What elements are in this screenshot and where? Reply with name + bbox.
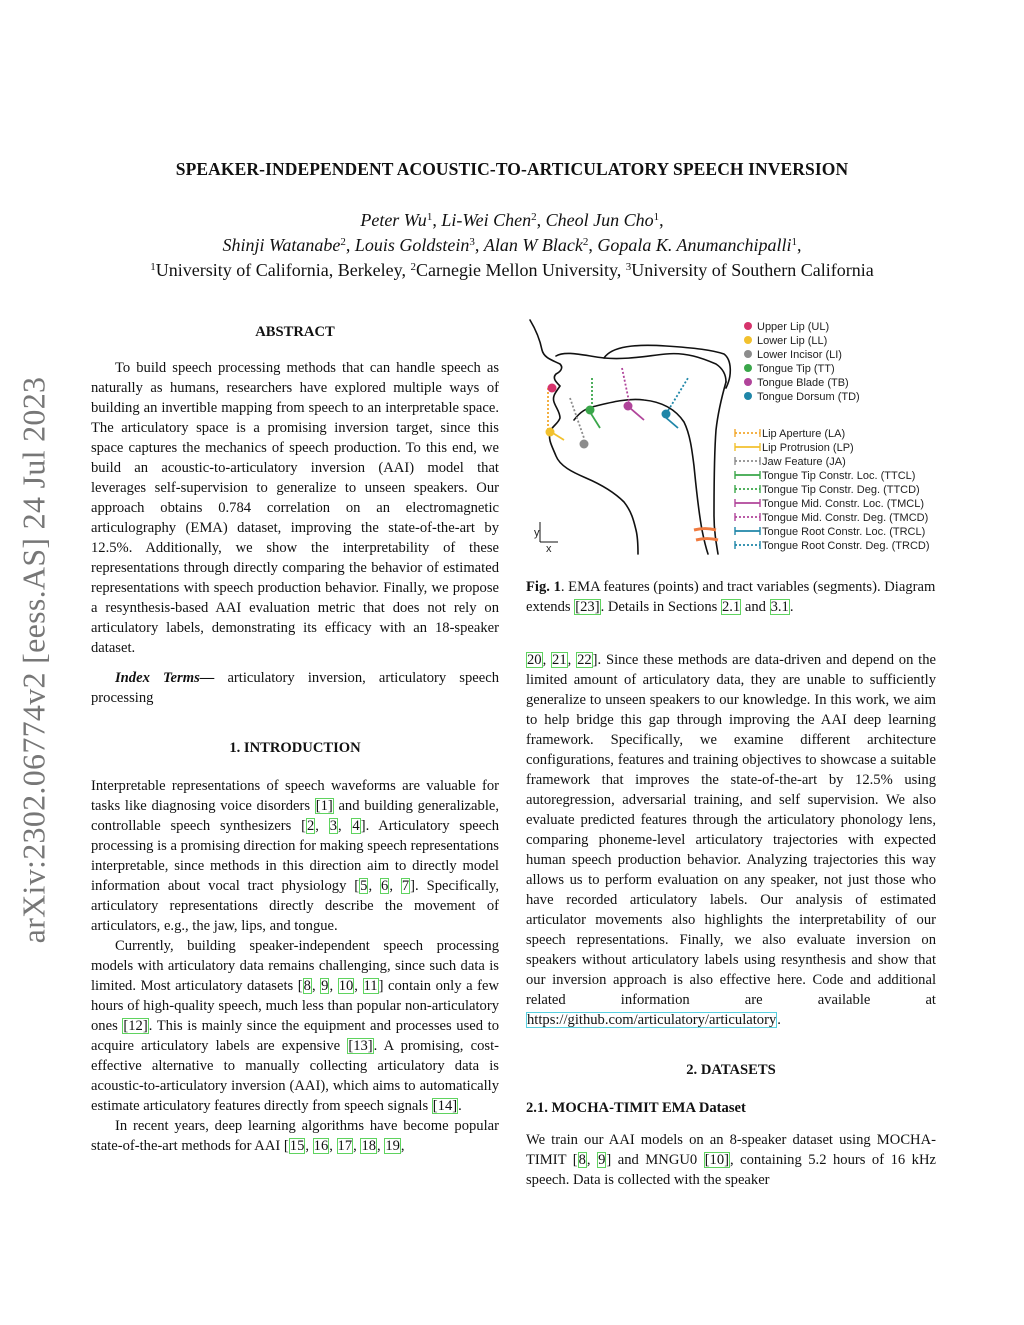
affiliation: University of California, Berkeley, (155, 260, 411, 280)
citation-link[interactable]: [10] (704, 1152, 730, 1168)
author-block (0, 208, 1024, 283)
axis-indicator (540, 522, 558, 542)
author-name: Peter Wu (360, 210, 427, 230)
citation-link[interactable]: 3 (329, 818, 337, 834)
figure-caption (526, 577, 936, 617)
intro-paragraph-2: Currently, building speaker-independent speech processing models with articulatory data remains challenging, since such data is limited. Most articulatory datasets [8, 9, 10, 11] contain only a few hours of high-quality speech, much less than popular non-articulatory ones [12]. This is mainly since the equipment and processes used to acquire articulatory labels are expensive [13]. A promising, cost-effective alternative to manually collecting articulatory data is acoustic-to-articulatory inversion (AAI), which aims to automatically estimate articulatory features directly from speech signals [14]. (91, 938, 500, 1114)
legend-point-marker (744, 336, 752, 344)
citation-link[interactable]: 5 (360, 878, 368, 894)
tongue-outline (574, 399, 708, 554)
td-point (662, 410, 671, 419)
legend-segment-label: Tongue Mid. Constr. Loc. (TMCL) (762, 498, 925, 510)
legend-segment-label: Tongue Root Constr. Deg. (TRCD) (762, 540, 930, 552)
text-run: , (400, 1138, 405, 1154)
citation-link[interactable]: [13] (348, 1038, 373, 1054)
text-run: and building generalizable, controllable speech synthesizers [ (91, 798, 499, 834)
legend-point-label: Lower Lip (LL) (757, 335, 828, 347)
x-axis-label: x (546, 543, 552, 555)
citation-link[interactable]: 22 (577, 652, 592, 668)
ttcl-segment (590, 412, 600, 428)
legend-segment-label: Lip Aperture (LA) (762, 428, 846, 440)
affil-sup: 2 (410, 261, 416, 273)
citation-link[interactable]: 20 (527, 652, 542, 668)
affil-sup: 2 (582, 236, 589, 248)
legend-segment-label: Tongue Root Constr. Loc. (TRCL) (762, 526, 926, 538)
ema-points (546, 384, 671, 449)
affiliations (0, 258, 1024, 283)
index-terms-text: articulatory inversion, articulatory speech processing (91, 670, 499, 706)
legend-point-label: Tongue Dorsum (TD) (757, 391, 860, 403)
text-run: Interpretable representations of speech waveforms are valuable for tasks like diagnosing voice disorders (91, 778, 499, 814)
abstract-text: To build speech processing methods that can handle speech as naturally as humans, researchers have explored multiple ways of building an invertible mapping from speech to an interpretable space. The articulatory space is a promising inversion target, since this space captures the mechanics of speech production. To this end, we build an acoustic-to-articulatory inversion (AAI) model that leverages self-supervision to generalize to unseen speakers. Our approach obtains 0.784 correlation on an electromagnetic articulography (EMA) dataset, improving the state-of-the-art by 12.5%. Additionally, we show the interpretability of these representations through directly comparing the behavior of estimated representations with speech production behavior. Finally, we propose a resynthesis-based AAI evaluation metric that does not rely on articulatory labels, demonstrating its efficacy with an 18-speaker dataset. (91, 360, 499, 656)
ja-segment (570, 398, 584, 438)
legend-point-label: Lower Incisor (LI) (757, 349, 842, 361)
abstract-heading: ABSTRACT (255, 324, 335, 340)
intro-paragraph-1: Interpretable representations of speech waveforms are valuable for tasks like diagnosing voice disorders [1] and building generalizable, controllable speech synthesizers [2, 3, 4]. Articulatory speech processing is a promising direction for making speech representations interpretable, since methods in this direction aim to directly model information about vocal tract physiology [5, 6, 7]. Specifically, articulatory representations directly describe the movement of articulators, e.g., the jaw, lips, and tongue. (91, 778, 500, 934)
author-name: Louis Goldstein (354, 235, 470, 255)
text-run: ] contain only a few hours of high-quality speech, much less than popular non-articulatory ones (91, 978, 500, 1034)
legend-points (744, 321, 860, 403)
tb-point (624, 402, 633, 411)
citation-link[interactable]: [1] (315, 798, 333, 814)
citation-link[interactable]: 7 (401, 878, 410, 894)
author-name: Li-Wei Chen (441, 210, 532, 230)
left-column (91, 322, 499, 1156)
legend-segment-label: Tongue Tip Constr. Deg. (TTCD) (762, 484, 920, 496)
text-run: . (789, 599, 794, 615)
affiliation: Carnegie Mellon University, (416, 260, 626, 280)
text-run: ]. Since these methods are data-driven and depend on the limited amount of articulatory data, they are unable to sufficiently generalize to unseen speakers to our knowledge. In this work, we aim to help bridge this gap through improving the AAI deep learning framework. Specifically, we examine different architecture configurations, features and training objectives to showcase a suitable framework that improves the state-of-the-art by 12.5% using autoregression, adversarial training, and self supervision. We also evaluate predicted features through the articulatory phonology lens, comparing phoneme-level articulatory trajectories with expected human speech production behavior. Analyzing trajectories this way allows us to perform evaluation on any speaker, not just those who have recorded articulatory labels. Our analysis of estimated articulator movements also highlights the interpretability of our speech representations. Finally, we also evaluate inversion on speakers without articulatory labels using resynthesis and show that our inversion approach is also effective here. Code and additional related information are available at (526, 652, 937, 1008)
citation-link[interactable]: 17 (337, 1138, 353, 1154)
arxiv-identifier: arXiv:2302.06774v2 [eess.AS] 24 Jul 2023 (15, 376, 52, 944)
caption-label: Fig. 1 (526, 579, 561, 595)
text-run: . EMA features (points) and tract variables (segments). Diagram extends (526, 579, 936, 615)
affil-sup: 3 (625, 261, 632, 273)
citation-link[interactable]: 9 (598, 1152, 606, 1168)
affil-sup: 3 (469, 236, 475, 248)
citation-link[interactable]: [23] (575, 599, 600, 615)
legend-point-label: Tongue Tip (TT) (757, 363, 835, 375)
citation-link[interactable]: 2 (306, 818, 315, 834)
index-terms (91, 668, 499, 708)
text-run: , containing 5.2 hours of 16 kHz speech. Data is collected with the speaker (526, 1152, 936, 1188)
affiliation: University of Southern California (631, 260, 874, 280)
affil-sup: 2 (340, 236, 346, 248)
citation-link[interactable]: [14] (432, 1098, 458, 1114)
section-link[interactable]: 2.1 (721, 599, 741, 615)
author-line-1: Peter Wu$^1$, Li-Wei Chen$^2$, Cheol Jun Cho$^1$, (360, 210, 664, 230)
citation-link[interactable]: 6 (381, 878, 389, 894)
author-name: Alan W Black (483, 235, 583, 255)
figure-1-diagram (526, 316, 940, 556)
legend-segment-label: Tongue Mid. Constr. Deg. (TMCD) (762, 512, 929, 524)
text-run: ] and MNGU0 (606, 1152, 704, 1168)
citation-link[interactable]: 19 (385, 1138, 400, 1154)
legend-point-label: Upper Lip (UL) (757, 321, 830, 333)
right-paragraph-2: We train our AAI models on an 8-speaker dataset using MOCHA-TIMIT [8, 9] and MNGU0 [10], containing 5.2 hours of 16 kHz speech. Data is collected with the speaker (526, 1132, 936, 1188)
citation-link[interactable]: 15 (289, 1138, 305, 1154)
citation-link[interactable]: [12] (123, 1018, 148, 1034)
text-run: . (458, 1098, 462, 1114)
text-run: . Details in Sections (600, 599, 721, 615)
citation-link[interactable]: 16 (313, 1138, 329, 1154)
citation-link[interactable]: 10 (338, 978, 354, 994)
github-link[interactable]: https://github.com/articulatory/articulatory (527, 1012, 777, 1028)
citation-link[interactable]: 21 (552, 652, 567, 668)
affil-sup: 1 (791, 236, 797, 248)
legend-point-marker (744, 378, 752, 386)
nasal-outline (604, 345, 730, 388)
text-run: ]. Specifically, articulatory representations directly describe the movement of articulators, e.g., the jaw, lips, and tongue. (91, 878, 499, 934)
legend-segment-label: Jaw Feature (JA) (762, 456, 846, 468)
ll-point (546, 428, 555, 437)
text-run: In recent years, deep learning algorithms have become popular state-of-the-art methods for AAI [ (91, 1118, 499, 1154)
right-paragraph-1: 20, 21, 22]. Since these methods are data-driven and depend on the limited amount of articulatory data, they are unable to sufficiently generalize to unseen speakers to our knowledge. In this work, we aim to help bridge this gap through improving the AAI deep learning framework. Specifically, we examine different architecture configurations, features and training objectives to showcase a suitable framework that improves the state-of-the-art by 12.5% using autoregression, adversarial training, and self supervision. We also evaluate predicted features through the articulatory phonology lens, comparing phoneme-level articulatory trajectories with expected human speech production behavior. Analyzing trajectories this way allows us to perform evaluation on any speaker, not just those who have recorded articulatory labels. Our analysis of estimated articulator movements also highlights the interpretability of our speech representations. Finally, we also evaluate inversion on speakers without articulatory labels using resynthesis and show that our inversion approach is also effective here. Code and additional related information are available at https://github.com/articulatory/articulatory. (526, 652, 937, 1028)
author-name: Cheol Jun Cho (545, 210, 654, 230)
legend-segment-label: Tongue Tip Constr. Loc. (TTCL) (762, 470, 916, 482)
legend-point-marker (744, 392, 752, 400)
subsection-heading: 2.1. MOCHA-TIMIT EMA Dataset (526, 1100, 746, 1116)
affil-sup: 1 (653, 211, 660, 223)
text-run: ]. Articulatory speech processing is a promising direction for making speech representations interpretable, since methods in this direction aim to directly model information about vocal tract physiology [ (91, 818, 500, 894)
legend-point-marker (744, 364, 752, 372)
citation-link[interactable]: 8 (578, 1152, 586, 1168)
author-name: Shinji Watanabe (222, 235, 341, 255)
affil-sup: 1 (426, 211, 433, 223)
intro-paragraph-3: In recent years, deep learning algorithms have become popular state-of-the-art methods for AAI [15, 16, 17, 18, 19, (91, 1118, 499, 1154)
citation-link[interactable]: 18 (361, 1138, 377, 1154)
affil-sup: 1 (150, 261, 156, 273)
intro-heading: 1. INTRODUCTION (229, 740, 361, 756)
legend-point-label: Tongue Blade (TB) (757, 377, 849, 389)
text-run: Currently, building speaker-independent speech processing models with articulatory data remains challenging, since such data is limited. Most articulatory datasets [ (91, 938, 499, 994)
section-link[interactable]: 3.1 (770, 599, 789, 615)
tmcl-segment (630, 408, 644, 420)
y-axis-label: y (534, 527, 540, 539)
text-run: . (777, 1012, 781, 1028)
citation-link[interactable]: 4 (352, 818, 360, 834)
author-line-2: Shinji Watanabe$^2$, Louis Goldstein$^3$, Alan W Black$^2$, Gopala K. Anumanchipalli$^1$, (222, 235, 802, 255)
li-point (580, 440, 589, 449)
legend-segments (735, 428, 930, 552)
legend-segment-label: Lip Protrusion (LP) (762, 442, 854, 454)
right-column (526, 650, 936, 1190)
text-run: . This is mainly since the equipment and processes used to acquire articulatory labels are expensive (91, 1018, 499, 1054)
tract-variable-segments (548, 368, 688, 440)
datasets-heading: 2. DATASETS (686, 1062, 776, 1078)
citation-link[interactable]: 8 (303, 978, 311, 994)
text-run: . A promising, cost-effective alternative to manually collecting articulatory data is acoustic-to-articulatory inversion (AAI), which aims to automatically estimate articulatory features directly from speech signals (91, 1038, 499, 1114)
text-run: and (741, 599, 770, 615)
palate-outline (556, 353, 726, 382)
legend-point-marker (744, 350, 752, 358)
paper-title: SPEAKER-INDEPENDENT ACOUSTIC-TO-ARTICULATORY SPEECH INVERSION (175, 159, 849, 179)
tt-point (586, 406, 595, 415)
affil-sup: 2 (531, 211, 537, 223)
arxiv-sidebar (14, 360, 54, 960)
pharynx-wall (714, 382, 726, 554)
text-run: We train our AAI models on an 8-speaker dataset using MOCHA-TIMIT [ (526, 1132, 936, 1168)
ul-point (548, 384, 557, 393)
index-terms-label: Index Terms— (115, 670, 215, 686)
author-name: Gopala K. Anumanchipalli (597, 235, 792, 255)
citation-link[interactable]: 9 (321, 978, 329, 994)
citation-link[interactable]: 11 (363, 978, 378, 994)
legend-point-marker (744, 322, 752, 330)
